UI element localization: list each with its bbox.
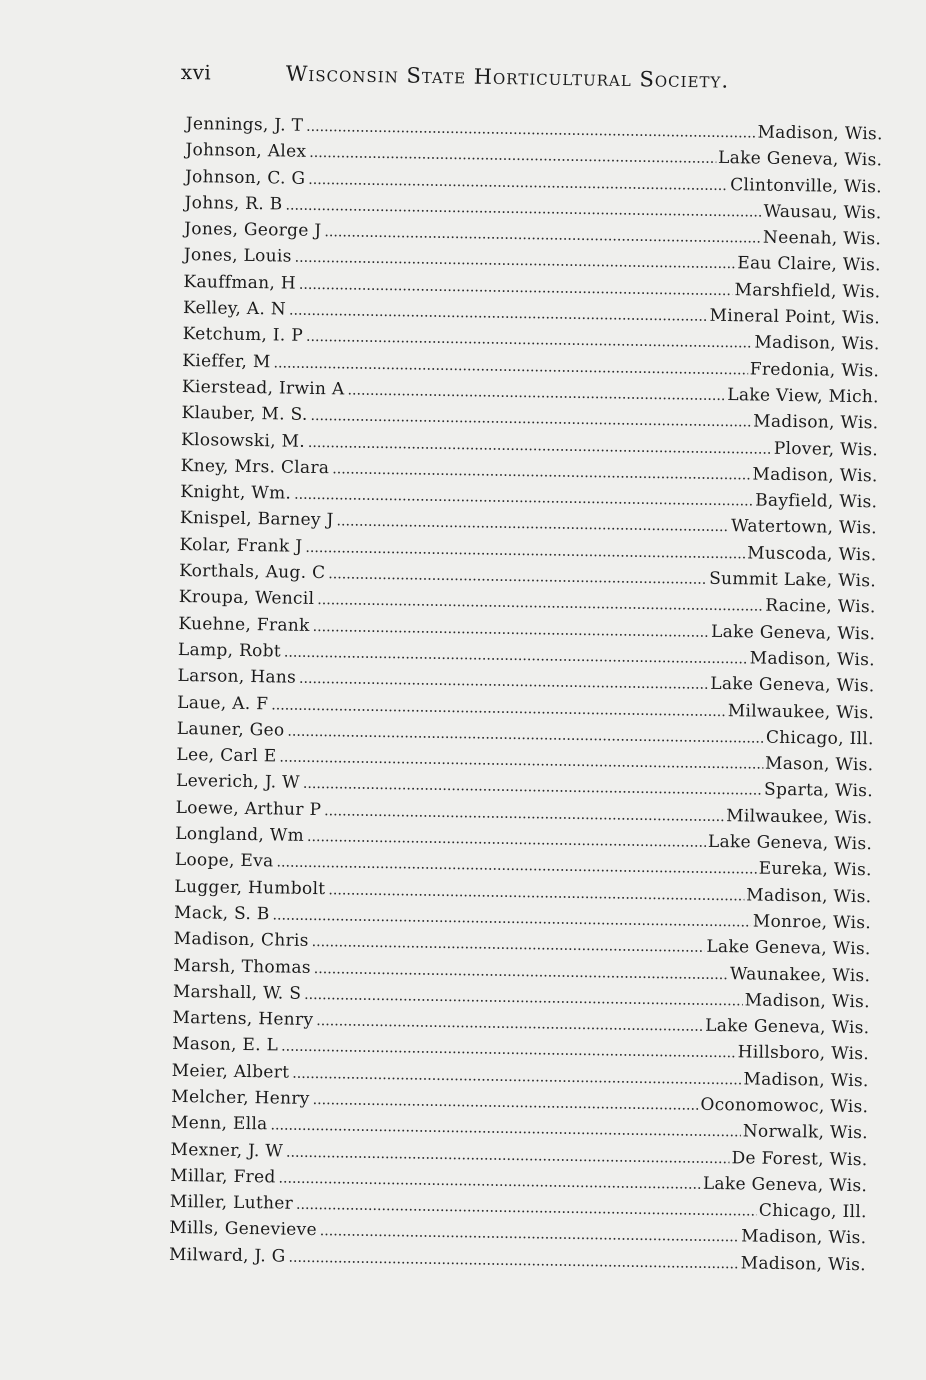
member-name: Launer, Geo <box>176 718 285 741</box>
page-header <box>180 60 800 104</box>
member-name: Kelley, A. N <box>182 298 287 320</box>
member-name: Kieffer, M <box>182 350 271 372</box>
member-location: Wausau, Wis. <box>763 201 882 224</box>
member-name: Mexner, J. W <box>170 1139 284 1162</box>
member-name: Jennings, J. T <box>185 113 304 136</box>
member-location: Lake Geneva, Wis. <box>710 674 875 697</box>
member-location: Lake Geneva, Wis. <box>706 937 871 960</box>
member-name: Longland, Wm <box>175 823 305 846</box>
member-location: De Forest, Wis. <box>731 1147 868 1170</box>
member-location: Neenah, Wis. <box>762 227 882 250</box>
member-location: Madison, Wis. <box>740 1226 867 1249</box>
member-name: Loewe, Arthur P <box>175 797 322 820</box>
member-location: Madison, Wis. <box>740 1253 867 1275</box>
member-location: Madison, Wis. <box>746 885 872 907</box>
member-name: Kierstead, Irwin A <box>181 376 345 400</box>
member-location: Eureka, Wis. <box>758 858 872 881</box>
member-location: Madison, Wis. <box>744 990 871 1013</box>
member-location: Lake View, Mich. <box>727 385 879 408</box>
member-location: Monroe, Wis. <box>752 911 872 934</box>
member-location: Madison, Wis. <box>754 332 880 355</box>
member-location: Madison, Wis. <box>753 411 879 434</box>
member-location: Milwaukee, Wis. <box>727 700 875 723</box>
member-name: Ketchum, I. P <box>182 324 304 347</box>
member-name: Larson, Hans <box>177 666 297 688</box>
member-name: Lamp, Robt <box>177 639 282 662</box>
member-name: Leverich, J. W <box>175 771 301 794</box>
member-name: Mason, E. L <box>172 1034 279 1056</box>
member-name: Madison, Chris <box>173 929 309 952</box>
page-number: xvi <box>180 60 212 85</box>
member-name: Johnson, Alex <box>185 140 307 163</box>
member-location: Plover, Wis. <box>773 438 879 460</box>
member-location: Lake Geneva, Wis. <box>705 1015 870 1039</box>
member-location: Madison, Wis. <box>757 122 883 145</box>
member-name: Mills, Genevieve <box>169 1218 318 1241</box>
member-name: Jones, George J <box>184 219 322 242</box>
member-name: Menn, Ella <box>170 1113 268 1135</box>
member-location: Eau Claire, Wis. <box>737 253 881 276</box>
member-name: Jones, Louis <box>183 245 292 268</box>
member-location: Lake Geneva, Wis. <box>710 621 876 644</box>
member-name: Johnson, C. G <box>184 166 306 189</box>
member-location: Summit Lake, Wis. <box>709 568 877 592</box>
dot-leader <box>288 1243 739 1276</box>
member-location: Mineral Point, Wis. <box>709 305 881 329</box>
member-name: Marshall, W. S <box>172 981 302 1004</box>
member-location: Bayfield, Wis. <box>755 490 878 513</box>
member-name: Kuehne, Frank <box>178 613 310 636</box>
member-list <box>169 111 883 1278</box>
member-location: Norwalk, Wis. <box>742 1121 869 1144</box>
member-name: Knight, Wm. <box>180 482 292 504</box>
member-location: Lake Geneva, Wis. <box>707 831 873 855</box>
member-name: Martens, Henry <box>172 1007 314 1031</box>
member-name: Loope, Eva <box>174 850 274 872</box>
member-name: Klauber, M. S. <box>181 403 308 426</box>
member-location: Watertown, Wis. <box>730 516 878 539</box>
member-location: Marshfield, Wis. <box>734 279 881 303</box>
member-name: Lee, Carl E <box>176 745 277 767</box>
member-location: Lake Geneva, Wis. <box>717 148 883 171</box>
member-location: Milwaukee, Wis. <box>726 805 873 828</box>
member-location: Fredonia, Wis. <box>749 359 880 381</box>
member-name: Korthals, Aug. C <box>179 560 326 584</box>
member-location: Madison, Wis. <box>752 464 878 487</box>
member-name: Kney, Mrs. Clara <box>180 455 330 479</box>
member-location: Oconomowoc, Wis. <box>700 1094 869 1118</box>
member-location: Waunakee, Wis. <box>729 963 871 986</box>
member-location: Lake Geneva, Wis. <box>702 1173 868 1197</box>
member-name: Marsh, Thomas <box>173 955 312 978</box>
member-name: Miller, Luther <box>169 1192 294 1214</box>
member-name: Johns, R. B <box>184 192 283 215</box>
member-name: Kolar, Frank J <box>179 534 303 557</box>
member-name: Lugger, Humbolt <box>174 876 326 899</box>
member-location: Chicago, Ill. <box>758 1200 867 1223</box>
member-name: Mack, S. B <box>173 902 270 925</box>
member-name: Millar, Fred <box>170 1165 276 1188</box>
member-name: Melcher, Henry <box>171 1086 310 1109</box>
running-title: Wisconsin State Horticultural Society. <box>285 61 730 93</box>
member-name: Klosowski, M. <box>180 429 306 452</box>
member-name: Laue, A. F <box>177 692 269 714</box>
member-location: Madison, Wis. <box>743 1069 869 1091</box>
member-location: Racine, Wis. <box>765 595 876 618</box>
member-location: Hillsboro, Wis. <box>737 1042 870 1065</box>
member-name: Milward, J. G <box>168 1244 286 1267</box>
member-name: Meier, Albert <box>171 1060 290 1083</box>
member-name: Kauffman, H <box>183 271 297 294</box>
member-name: Knispel, Barney J <box>179 508 334 531</box>
member-location: Sparta, Wis. <box>763 780 874 802</box>
member-location: Madison, Wis. <box>749 648 876 671</box>
member-location: Muscoda, Wis. <box>747 543 877 566</box>
member-name: Kroupa, Wencil <box>178 587 315 610</box>
member-location: Clintonville, Wis. <box>730 174 883 197</box>
member-location: Mason, Wis. <box>764 753 874 776</box>
member-location: Chicago, Ill. <box>765 727 874 750</box>
